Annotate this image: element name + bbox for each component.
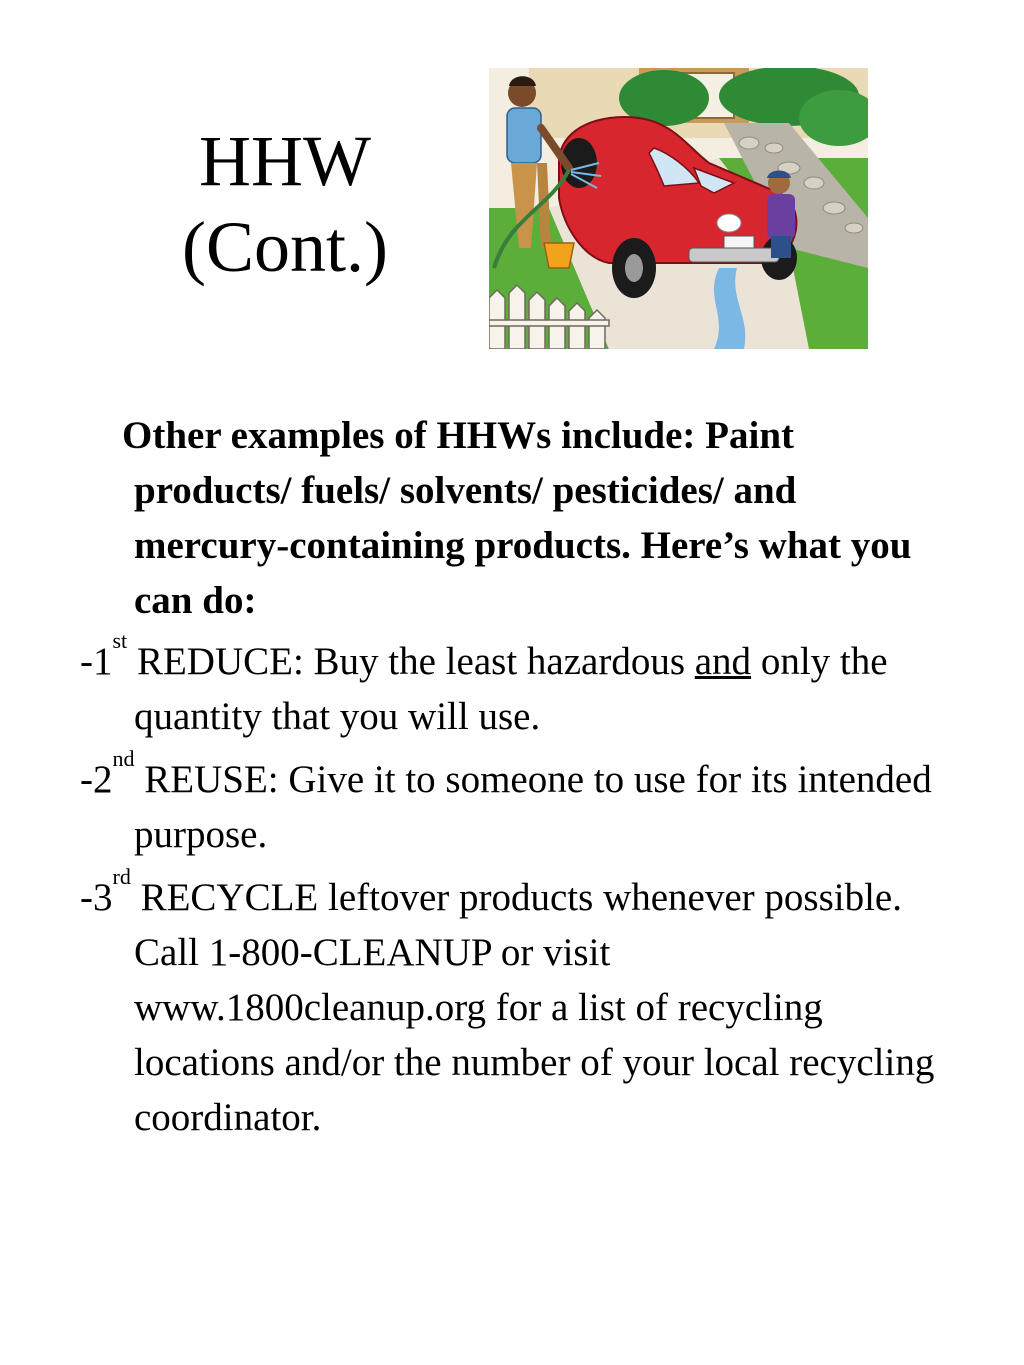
title-line-1: HHW	[199, 121, 371, 201]
ordinal-suffix: rd	[112, 864, 131, 889]
car-wash-illustration	[489, 68, 868, 349]
item-text-continued: only the quantity that you will use.	[134, 640, 888, 738]
ordinal-suffix: st	[112, 628, 128, 653]
title-line-2: (Cont.)	[182, 207, 388, 287]
item-text: REDUCE: Buy the least hazardous	[127, 640, 695, 683]
list-item-reduce	[80, 628, 940, 744]
item-text: RECYCLE leftover products whenever possible. Call 1-800-CLEANUP or visit www.1800cleanup.org for a list of recycling locations and/or the number of your local recycling coordinator.	[130, 876, 935, 1139]
slide-body	[80, 408, 940, 1153]
list-item-recycle	[80, 864, 940, 1145]
item-prefix: -1	[80, 640, 113, 683]
slide-title	[120, 118, 450, 290]
underlined-word: and	[694, 640, 752, 683]
intro-paragraph: Other examples of HHWs include: Paint products/ fuels/ solvents/ pesticides/ and mercury-containing products. Here’s what you can do:	[122, 414, 912, 622]
item-text: REUSE: Give it to someone to use for its intended purpose.	[134, 758, 932, 856]
ordinal-suffix: nd	[112, 746, 135, 771]
list-item-reuse	[80, 746, 940, 862]
item-prefix: -2	[80, 758, 113, 801]
item-prefix: -3	[80, 876, 113, 919]
